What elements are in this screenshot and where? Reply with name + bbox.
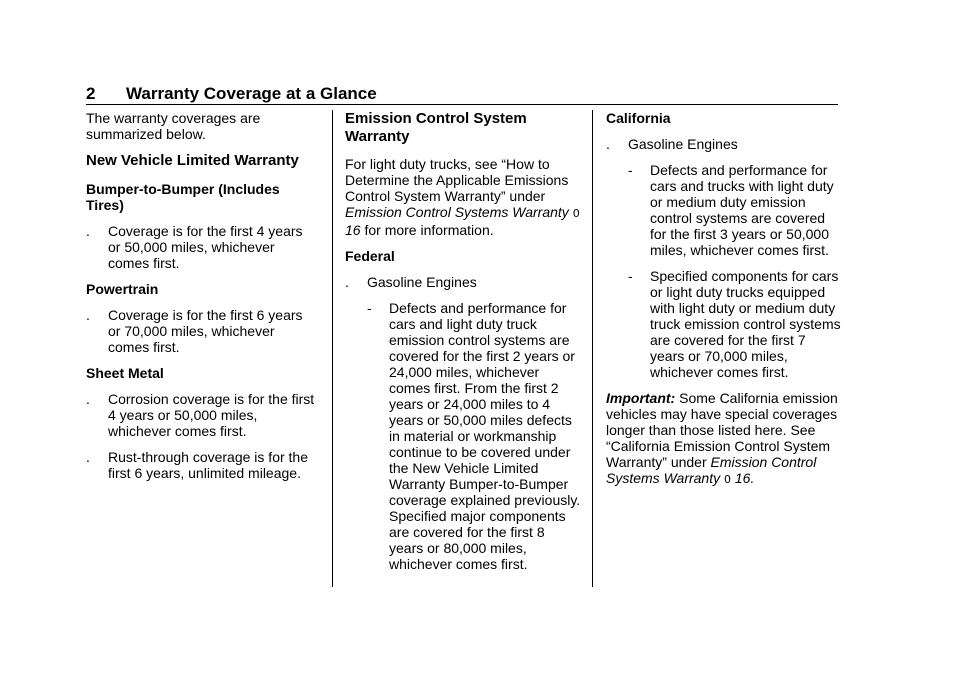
page-header [86, 84, 838, 105]
corrosion-coverage: Corrosion coverage is for the first 4 years or 50,000 miles, whichever comes first. [108, 391, 315, 439]
bullet-marker: . [86, 223, 90, 239]
page-number: 2 [86, 84, 96, 103]
emission-intro [345, 156, 581, 238]
bumper-to-bumper-heading: Bumper-to-Bumper (Includes Tires) [86, 181, 280, 213]
list-item [606, 136, 842, 152]
intro-text: For light duty trucks, see “How to Determine the Applicable Emissions Control System Warranty” under [345, 156, 569, 204]
list-item [86, 223, 318, 271]
list-item [86, 449, 318, 481]
page-ref-arrow-icon: 0 [724, 473, 731, 486]
rust-through-coverage: Rust-through coverage is for the first 6 years, unlimited mileage. [108, 449, 308, 481]
list-item [345, 274, 581, 290]
gasoline-engines-label: Gasoline Engines [367, 274, 477, 290]
california-coverage-1: Defects and performance for cars and trucks with light duty or medium duty emission control systems are covered for the first 3 years or 50,000 miles, whichever comes first. [650, 162, 834, 258]
bumper-to-bumper-coverage: Coverage is for the first 4 years or 50,000 miles, whichever comes first. [108, 223, 303, 271]
list-item [86, 307, 318, 355]
emission-warranty-link[interactable]: Emission Control Systems Warranty [606, 454, 817, 486]
intro-text: The warranty coverages are summarized below. [86, 110, 261, 142]
column-2 [345, 110, 581, 572]
list-item [367, 300, 581, 572]
new-vehicle-warranty-heading: New Vehicle Limited Warranty [86, 152, 299, 169]
dash-marker: - [367, 300, 372, 316]
important-note [606, 390, 842, 488]
list-item [628, 268, 842, 380]
page-ref-arrow-icon: 0 [572, 207, 580, 220]
emission-warranty-heading: Emission Control System Warranty [345, 110, 527, 145]
list-item [86, 391, 318, 439]
bullet-marker: . [345, 274, 349, 290]
column-divider [592, 110, 593, 587]
bullet-marker: . [86, 449, 90, 465]
bullet-marker: . [86, 391, 90, 407]
column-1 [86, 110, 318, 481]
column-divider [332, 110, 333, 587]
federal-gasoline-coverage: Defects and performance for cars and light duty truck emission control systems are covered for the first 2 years or 24,000 miles, whichever comes first. From the first 2 years or 24,000 miles to 4 years or 50,000 miles defects in material or workmanship continue to be covered under the New Vehicle Limited Warranty Bumper-to-Bumper coverage explained previously. Specified major components are covered for the first 8 years or 80,000 miles, whichever comes first. [389, 300, 581, 572]
bullet-marker: . [86, 307, 90, 323]
list-item [628, 162, 842, 258]
federal-heading: Federal [345, 248, 395, 264]
column-3 [606, 110, 842, 488]
important-text: Some California emission vehicles may have special coverages longer than those listed here. See “California Emission Control System Warranty” under [606, 390, 838, 470]
page-ref[interactable]: 16. [734, 470, 755, 486]
page-ref[interactable]: 16 [345, 222, 361, 238]
california-heading: California [606, 110, 671, 126]
sheet-metal-heading: Sheet Metal [86, 365, 164, 381]
dash-marker: - [628, 162, 633, 178]
intro-text-end: for more information. [364, 222, 494, 238]
california-coverage-2: Specified components for cars or light duty trucks equipped with light duty or medium duty truck emission control systems are covered for the first 7 years or 70,000 miles, whichever comes first. [650, 268, 841, 380]
bullet-marker: . [606, 136, 610, 152]
powertrain-coverage: Coverage is for the first 6 years or 70,000 miles, whichever comes first. [108, 307, 303, 355]
gasoline-engines-label: Gasoline Engines [628, 136, 738, 152]
powertrain-heading: Powertrain [86, 281, 159, 297]
dash-marker: - [628, 268, 633, 284]
important-label: Important: [606, 390, 676, 406]
emission-warranty-link[interactable]: Emission Control Systems Warranty [345, 204, 569, 220]
page-title: Warranty Coverage at a Glance [126, 84, 377, 103]
